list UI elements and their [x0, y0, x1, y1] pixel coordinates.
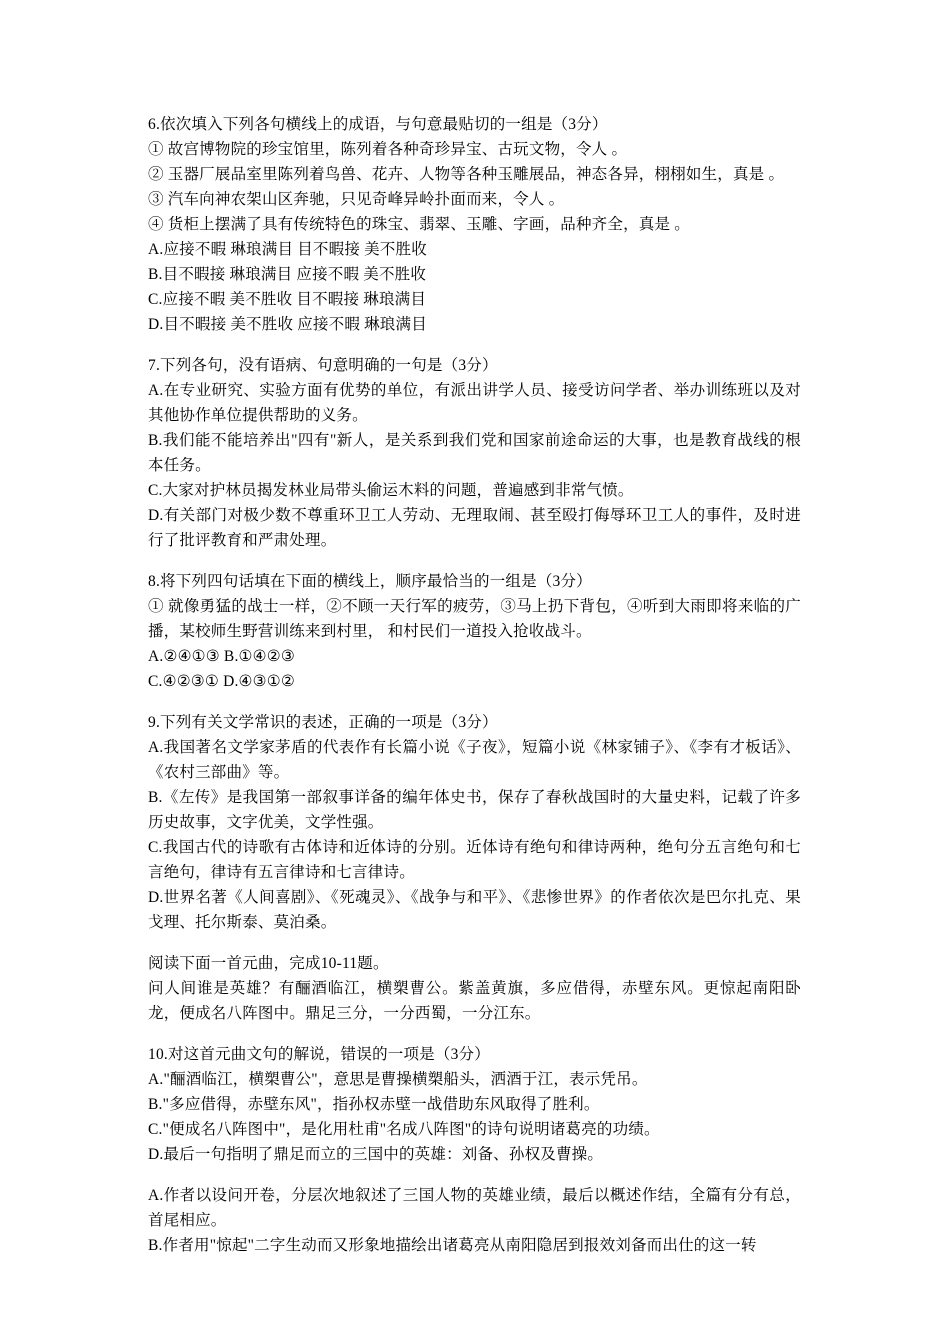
option-b: B.目不暇接 琳琅满目 应接不暇 美不胜收 [148, 266, 427, 283]
reading-passage-block [148, 951, 801, 1026]
question-item: ③ 汽车向神农架山区奔驰，只见奇峰异岭扑面而来，令人 。 [148, 191, 565, 208]
option-c: C.应接不暇 美不胜收 目不暇接 琳琅满目 [148, 291, 427, 308]
option-ab: A.②④①③ B.①④②③ [148, 648, 295, 665]
option-c: C."便成名八阵图中"，是化用杜甫"名成八阵图"的诗句说明诸葛亮的功绩。 [148, 1121, 660, 1138]
reading-text: 问人间谁是英雄？有酾酒临江，横槊曹公。紫盖黄旗，多应借得，赤壁东风。更惊起南阳卧龙，便成名八阵图中。鼎足三分，一分西蜀，一分江东。 [148, 980, 801, 1022]
question-block-7 [148, 353, 801, 553]
option-c: C.大家对护林员揭发林业局带头偷运木料的问题，普遍感到非常气愤。 [148, 482, 634, 499]
question-block-10 [148, 1042, 801, 1167]
option-b: B."多应借得，赤壁东风"，指孙权赤壁一战借助东风取得了胜利。 [148, 1096, 600, 1113]
option-a: A.作者以设问开卷，分层次地叙述了三国人物的英雄业绩，最后以概述作结，全篇有分有总，首尾相应。 [148, 1187, 801, 1229]
question-item: ② 玉器厂展品室里陈列着鸟兽、花卉、人物等各种玉雕展品，神态各异，栩栩如生，真是 。 [148, 166, 785, 183]
option-b: B.我们能不能培养出"四有"新人，是关系到我们党和国家前途命运的大事，也是教育战线的根本任务。 [148, 432, 801, 474]
question-item: ① 就像勇猛的战士一样，②不顾一天行军的疲劳，③马上扔下背包，④听到大雨即将来临的广播，某校师生野营训练来到村里， 和村民们一道投入抢收战斗。 [148, 598, 801, 640]
option-c: C.我国古代的诗歌有古体诗和近体诗的分别。近体诗有绝句和律诗两种，绝句分五言绝句和七言绝句，律诗有五言律诗和七言律诗。 [148, 839, 801, 881]
question-block-9 [148, 710, 801, 935]
option-d: D.目不暇接 美不胜收 应接不暇 琳琅满目 [148, 316, 427, 333]
option-a: A.在专业研究、实验方面有优势的单位，有派出讲学人员、接受访问学者、举办训练班以及对其他协作单位提供帮助的义务。 [148, 382, 801, 424]
question-stem: 10.对这首元曲文句的解说，错误的一项是（3分） [148, 1046, 490, 1063]
question-block-6 [148, 112, 801, 337]
option-cd: C.④②③① D.④③①② [148, 673, 295, 690]
question-stem: 8.将下列四句话填在下面的横线上，顺序最恰当的一组是（3分） [148, 573, 592, 590]
option-a: A."酾酒临江，横槊曹公"，意思是曹操横槊船头，洒酒于江，表示凭吊。 [148, 1071, 648, 1088]
question-stem: 6.依次填入下列各句横线上的成语，与句意最贴切的一组是（3分） [148, 116, 608, 133]
question-block-11 [148, 1183, 801, 1258]
question-stem: 9.下列有关文学常识的表述，正确的一项是（3分） [148, 714, 498, 731]
question-item: ① 故宫博物院的珍宝馆里，陈列着各种奇珍异宝、古玩文物，令人 。 [148, 141, 628, 158]
question-item: ④ 货柜上摆满了具有传统特色的珠宝、翡翠、玉雕、字画，品种齐全，真是 。 [148, 216, 690, 233]
option-a: A.我国著名文学家茅盾的代表作有长篇小说《子夜》，短篇小说《林家铺子》、《李有才板话》、《农村三部曲》等。 [148, 739, 801, 781]
question-block-8 [148, 569, 801, 694]
option-b: B.《左传》是我国第一部叙事详备的编年体史书，保存了春秋战国时的大量史料，记载了许多历史故事，文字优美，文学性强。 [148, 789, 801, 831]
option-d: D.最后一句指明了鼎足而立的三国中的英雄：刘备、孙权及曹操。 [148, 1146, 604, 1163]
question-stem: 7.下列各句，没有语病、句意明确的一句是（3分） [148, 357, 498, 374]
option-d: D.世界名著《人间喜剧》、《死魂灵》、《战争与和平》、《悲惨世界》的作者依次是巴尔扎克、果戈理、托尔斯泰、莫泊桑。 [148, 889, 801, 931]
option-d: D.有关部门对极少数不尊重环卫工人劳动、无理取闹、甚至殴打侮辱环卫工人的事件，及时进行了批评教育和严肃处理。 [148, 507, 801, 549]
option-a: A.应接不暇 琳琅满目 目不暇接 美不胜收 [148, 241, 427, 258]
reading-instruction: 阅读下面一首元曲，完成10-11题。 [148, 955, 389, 972]
option-b: B.作者用"惊起"二字生动而又形象地描绘出诸葛亮从南阳隐居到报效刘备而出仕的这一转 [148, 1237, 757, 1254]
